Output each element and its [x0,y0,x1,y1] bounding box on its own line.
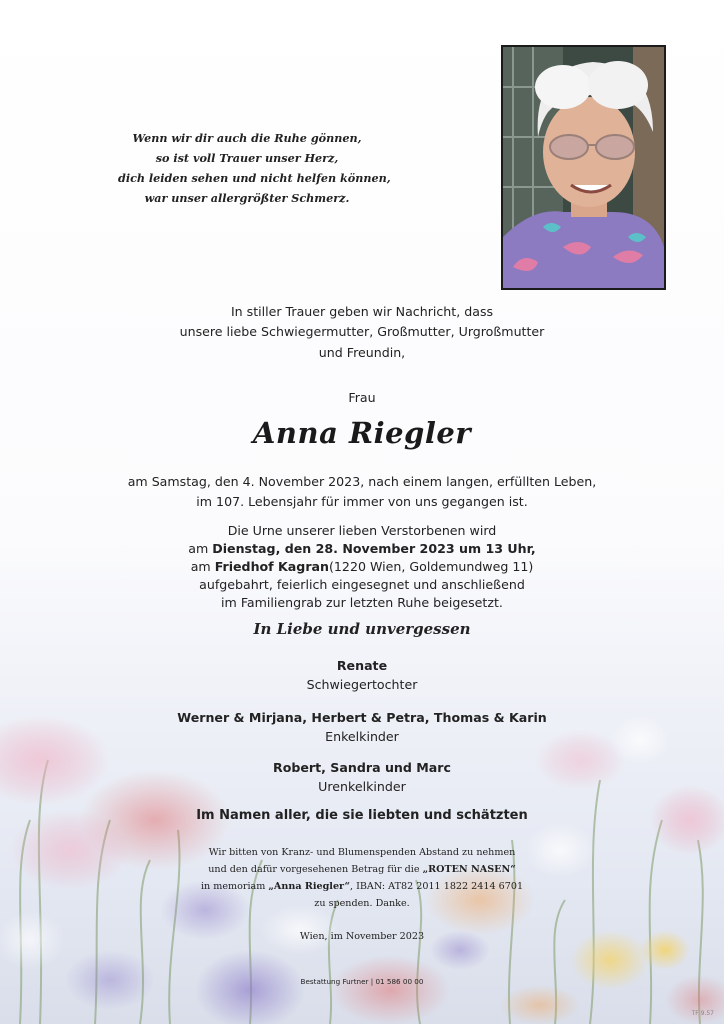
mourner-group [0,656,724,694]
funeral-address: (1220 Wien, Goldemundweg 11) [329,559,534,574]
death-notice [0,472,724,512]
mourner-relation: Urenkelkinder [318,779,406,794]
portrait-photo [501,45,666,290]
funeral-line: Die Urne unserer lieben Verstorbenen wird [227,523,497,538]
iban: , IBAN: AT82 2011 1822 2414 6701 [349,881,524,892]
poem-line: dich leiden sehen und nicht helfen können, [118,171,391,185]
mourner-names: Werner & Mirjana, Herbert & Petra, Thomas & Karin [177,710,547,725]
template-code: TF 9.57 [691,1010,714,1017]
death-line: im 107. Lebensjahr für immer von uns gegangen ist. [196,494,528,509]
announcement-line: und Freundin, [318,345,406,360]
donation-request [0,844,724,912]
deceased-name: Anna Riegler [252,416,472,450]
poem-line: war unser allergrößter Schmerz. [144,191,350,205]
donation-line: Wir bitten von Kranz- und Blumenspenden Abstand zu nehmen [208,847,516,858]
mourner-relation: Schwiegertochter [306,677,418,692]
poem-line: so ist voll Trauer unser Herz, [155,151,339,165]
announcement-line: unsere liebe Schwiegermutter, Großmutter, Urgroßmutter [179,324,545,339]
funeral-date: Dienstag, den 28. November 2023 um 13 Uhr, [212,541,536,556]
memoriam-name: „Anna Riegler“ [268,881,350,892]
funeral-place-line [0,558,724,576]
funeral-date-prefix: am [188,541,213,556]
mourner-group [0,758,724,796]
donation-line [0,861,724,878]
funeral-place: Friedhof Kagran [214,559,329,574]
place-date: Wien, im November 2023 [299,931,425,942]
poem-line: Wenn wir dir auch die Ruhe gönnen, [132,131,362,145]
motto: In Liebe und unvergessen [253,620,471,638]
funeral-date-line [0,540,724,558]
mourner-names: Robert, Sandra und Marc [273,760,451,775]
funeral-details [0,522,724,612]
donation-line [0,878,724,895]
mourner-names: Renate [336,658,388,673]
salutation: Frau [348,390,376,405]
announcement-line: In stiller Trauer geben wir Nachricht, dass [230,304,494,319]
donation-prefix: und den dafür vorgesehenen Betrag für die [208,864,423,875]
funeral-line: im Familiengrab zur letzten Ruhe beigesetzt. [221,595,503,610]
announcement [0,302,724,363]
donation-line: zu spenden. Danke. [314,898,410,909]
death-line: am Samstag, den 4. November 2023, nach einem langen, erfüllten Leben, [127,474,597,489]
funeral-place-prefix: am [190,559,215,574]
donation-recipient: „ROTEN NASEN“ [422,864,516,875]
memoriam-prefix: in memoriam [200,881,269,892]
undertaker: Bestattung Furtner | 01 586 00 00 [300,977,424,986]
portrait-image [503,47,664,288]
mourner-relation: Enkelkinder [325,729,399,744]
mourner-group [0,708,724,746]
closing-line: Im Namen aller, die sie liebten und schätzten [196,808,528,823]
funeral-line: aufgebahrt, feierlich eingesegnet und anschließend [199,577,525,592]
poem [118,128,391,208]
